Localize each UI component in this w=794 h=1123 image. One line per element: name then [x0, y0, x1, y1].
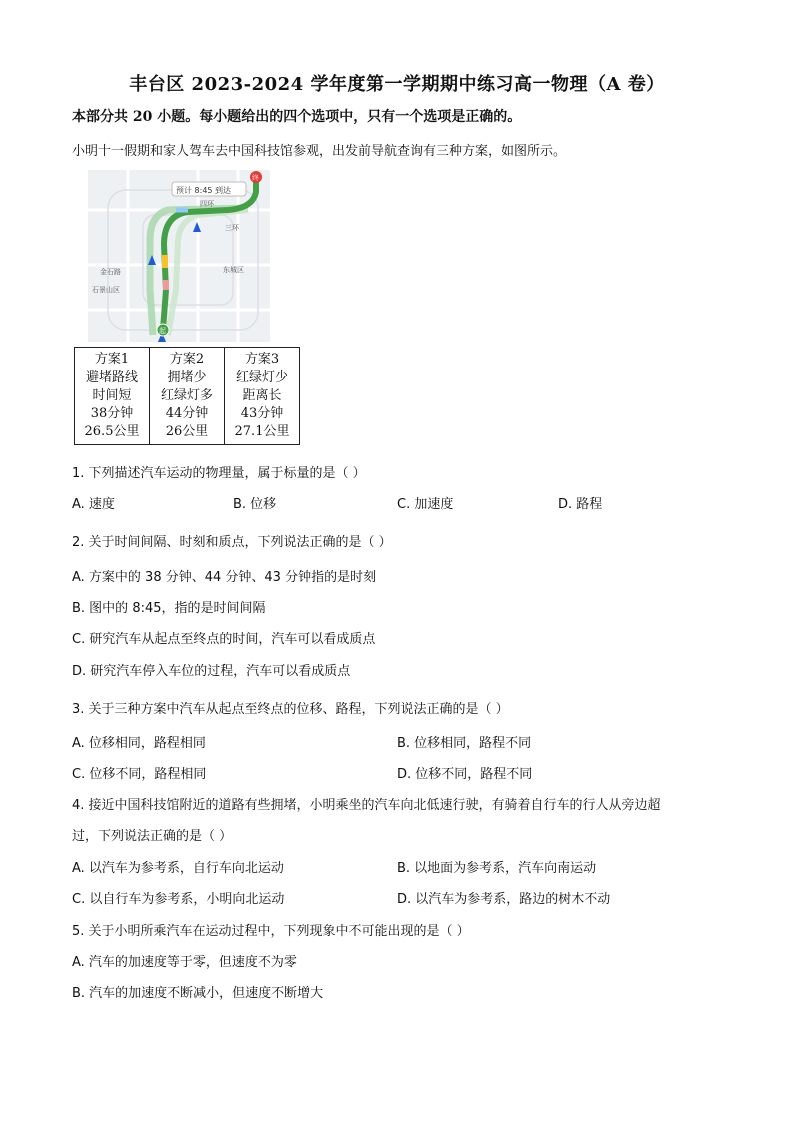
question-3-option-a: A. 位移相同，路程相同: [72, 736, 206, 751]
map-label: 三环: [225, 224, 239, 232]
question-4-option-b: B. 以地面为参考系，汽车向南运动: [397, 861, 597, 876]
question-1-option-a: A. 速度: [72, 497, 115, 512]
map-label: 石景山区: [92, 286, 120, 294]
plan-cell-2: 方案2 拥堵少 红绿灯多 44分钟 26公里: [150, 348, 225, 445]
eta-label: 预计 8:45 到达: [176, 186, 232, 195]
plan-cell-3: 方案3 红绿灯少 距离长 43分钟 27.1公里: [225, 348, 300, 445]
question-5-stem: 5. 关于小明所乘汽车在运动过程中，下列现象中不可能出现的是（ ）: [72, 924, 470, 939]
navigation-map: [88, 170, 270, 342]
plan-cell-1: 方案1 避堵路线 时间短 38分钟 26.5公里: [75, 348, 150, 445]
exam-title: 丰台区 2023-2024 学年度第一学期期中练习高一物理（A 卷）: [129, 74, 665, 95]
start-marker-label: 起: [159, 327, 166, 335]
question-5-option-b: B. 汽车的加速度不断减小，但速度不断增大: [72, 986, 324, 1001]
question-5-option-a: A. 汽车的加速度等于零，但速度不为零: [72, 955, 297, 970]
question-4-option-c: C. 以自行车为参考系，小明向北运动: [72, 892, 285, 907]
question-4-stem-line-1: 4. 接近中国科技馆附近的道路有些拥堵，小明乘坐的汽车向北低速行驶，有骑着自行车的行人从旁边超: [72, 798, 661, 813]
question-3-option-b: B. 位移相同，路程不同: [397, 736, 532, 751]
question-2-option-c: C. 研究汽车从起点至终点的时间，汽车可以看成质点: [72, 632, 376, 647]
question-1-option-b: B. 位移: [233, 497, 277, 512]
question-2-stem: 2. 关于时间间隔、时刻和质点，下列说法正确的是（ ）: [72, 535, 392, 550]
question-3-stem: 3. 关于三种方案中汽车从起点至终点的位移、路程，下列说法正确的是（ ）: [72, 702, 509, 717]
question-2-option-d: D. 研究汽车停入车位的过程，汽车可以看成质点: [72, 664, 351, 679]
question-3-option-c: C. 位移不同，路程相同: [72, 767, 207, 782]
question-1-stem: 1. 下列描述汽车运动的物理量，属于标量的是（ ）: [72, 466, 366, 481]
question-3-option-d: D. 位移不同，路程不同: [397, 767, 533, 782]
scenario-text: 小明十一假期和家人驾车去中国科技馆参观，出发前导航查询有三种方案，如图所示。: [72, 144, 567, 159]
question-2-option-a: A. 方案中的 38 分钟、44 分钟、43 分钟指的是时刻: [72, 570, 377, 585]
section-intro: 本部分共 20 小题。每小题给出的四个选项中，只有一个选项是正确的。: [72, 109, 522, 125]
plans-table: [74, 347, 300, 445]
question-4-option-a: A. 以汽车为参考系，自行车向北运动: [72, 861, 284, 876]
question-4-stem-line-2: 过，下列说法正确的是（ ）: [72, 829, 233, 844]
question-2-option-b: B. 图中的 8:45，指的是时间间隔: [72, 601, 266, 616]
question-4-option-d: D. 以汽车为参考系，路边的树木不动: [397, 892, 611, 907]
end-marker-label: 终: [252, 174, 259, 182]
map-label: 金石路: [100, 268, 121, 276]
map-label: 四环: [200, 200, 214, 208]
question-1-option-c: C. 加速度: [397, 497, 454, 512]
question-1-option-d: D. 路程: [558, 497, 603, 512]
map-label: 东城区: [223, 266, 244, 274]
